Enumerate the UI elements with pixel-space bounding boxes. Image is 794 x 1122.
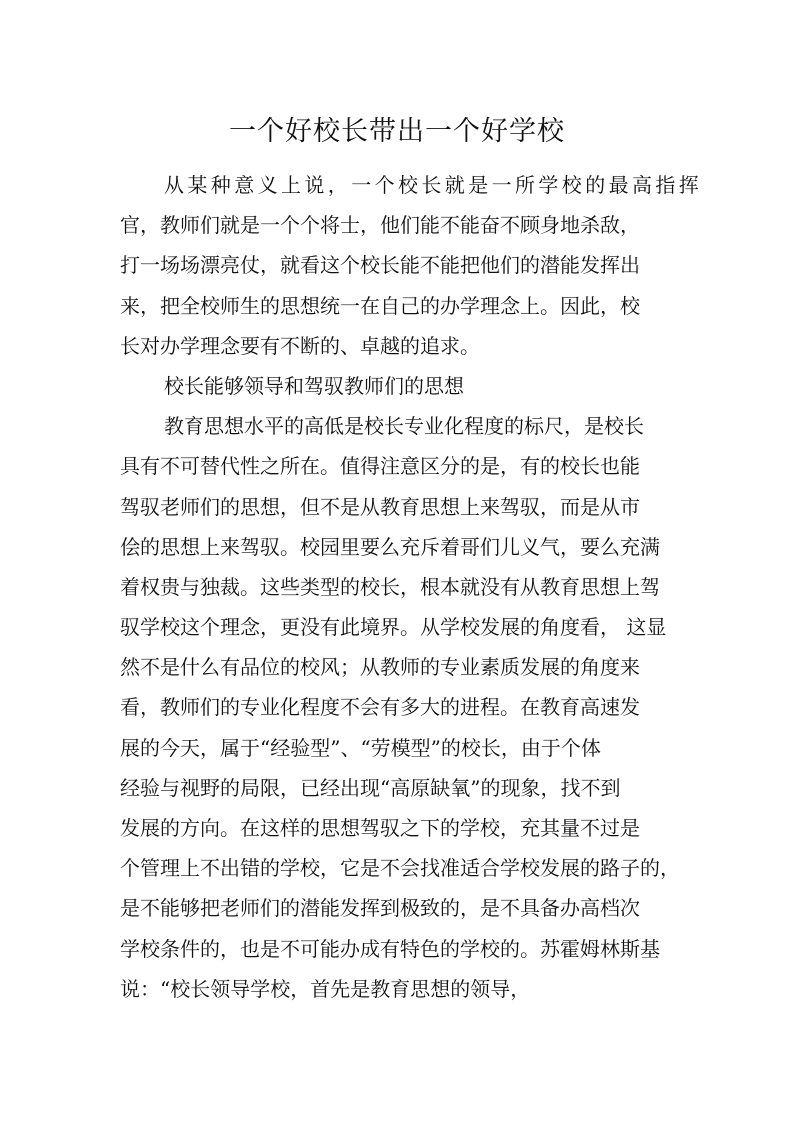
paragraph-line: 发展的方向。在这样的思想驾驭之下的学校，充其量不过是	[120, 816, 640, 840]
document-title: 一个好校长带出一个好学校	[229, 116, 565, 147]
paragraph-line: 驾驭老师们的思想，但不是从教育思想上来驾驭，而是从市	[120, 494, 640, 519]
paragraph-line: 然不是什么有品位的校风；从教师的专业素质发展的角度来	[120, 655, 640, 680]
section-heading: 校长能够领导和驾驭教师们的思想	[164, 373, 464, 398]
paragraph-line: 学校条件的，也是不可能办成有特色的学校的。苏霍姆林斯基	[120, 936, 660, 961]
paragraph-line: 展的今天，属于“经验型”、“劳模型”的校长，由于个体	[120, 735, 601, 760]
paragraph-line: 教育思想水平的高低是校长专业化程度的标尺，是校长	[164, 414, 644, 439]
paragraph-line: 长对办学理念要有不断的、卓越的追求。	[120, 333, 480, 358]
paragraph-line: 官，教师们就是一个个将士，他们能不能奋不顾身地杀敌，	[120, 213, 640, 238]
paragraph-line: 着权贵与独裁。这些类型的校长，根本就没有从教育思想上驾	[120, 574, 660, 599]
paragraph-line: 个管理上不出错的学校，它是不会找准适合学校发展的路子的，	[120, 856, 680, 881]
paragraph-line: 驭学校这个理念，更没有此境界。从学校发展的角度看， 这显	[120, 615, 667, 640]
paragraph-line: 是不能够把老师们的潜能发挥到极致的，是不具备办高档次	[120, 896, 640, 921]
paragraph-line: 说：“校长领导学校，首先是教育思想的领导，	[120, 976, 531, 1001]
paragraph-line: 经验与视野的局限，已经出现“高原缺氧”的现象，找不到	[120, 775, 621, 800]
paragraph-line: 从某种意义上说，一个校长就是一所学校的最高指挥	[164, 173, 703, 197]
document-body	[120, 165, 703, 1009]
paragraph-line: 侩的思想上来驾驭。校园里要么充斥着哥们儿义气，要么充满	[120, 534, 660, 559]
paragraph-line: 具有不可替代性之所在。值得注意区分的是，有的校长也能	[120, 454, 640, 479]
paragraph-line: 看，教师们的专业化程度不会有多大的进程。在教育高速发	[120, 695, 640, 720]
paragraph-line: 来，把全校师生的思想统一在自己的办学理念上。因此，校	[120, 293, 640, 318]
paragraph-line: 打一场场漂亮仗，就看这个校长能不能把他们的潜能发挥出	[120, 253, 640, 278]
